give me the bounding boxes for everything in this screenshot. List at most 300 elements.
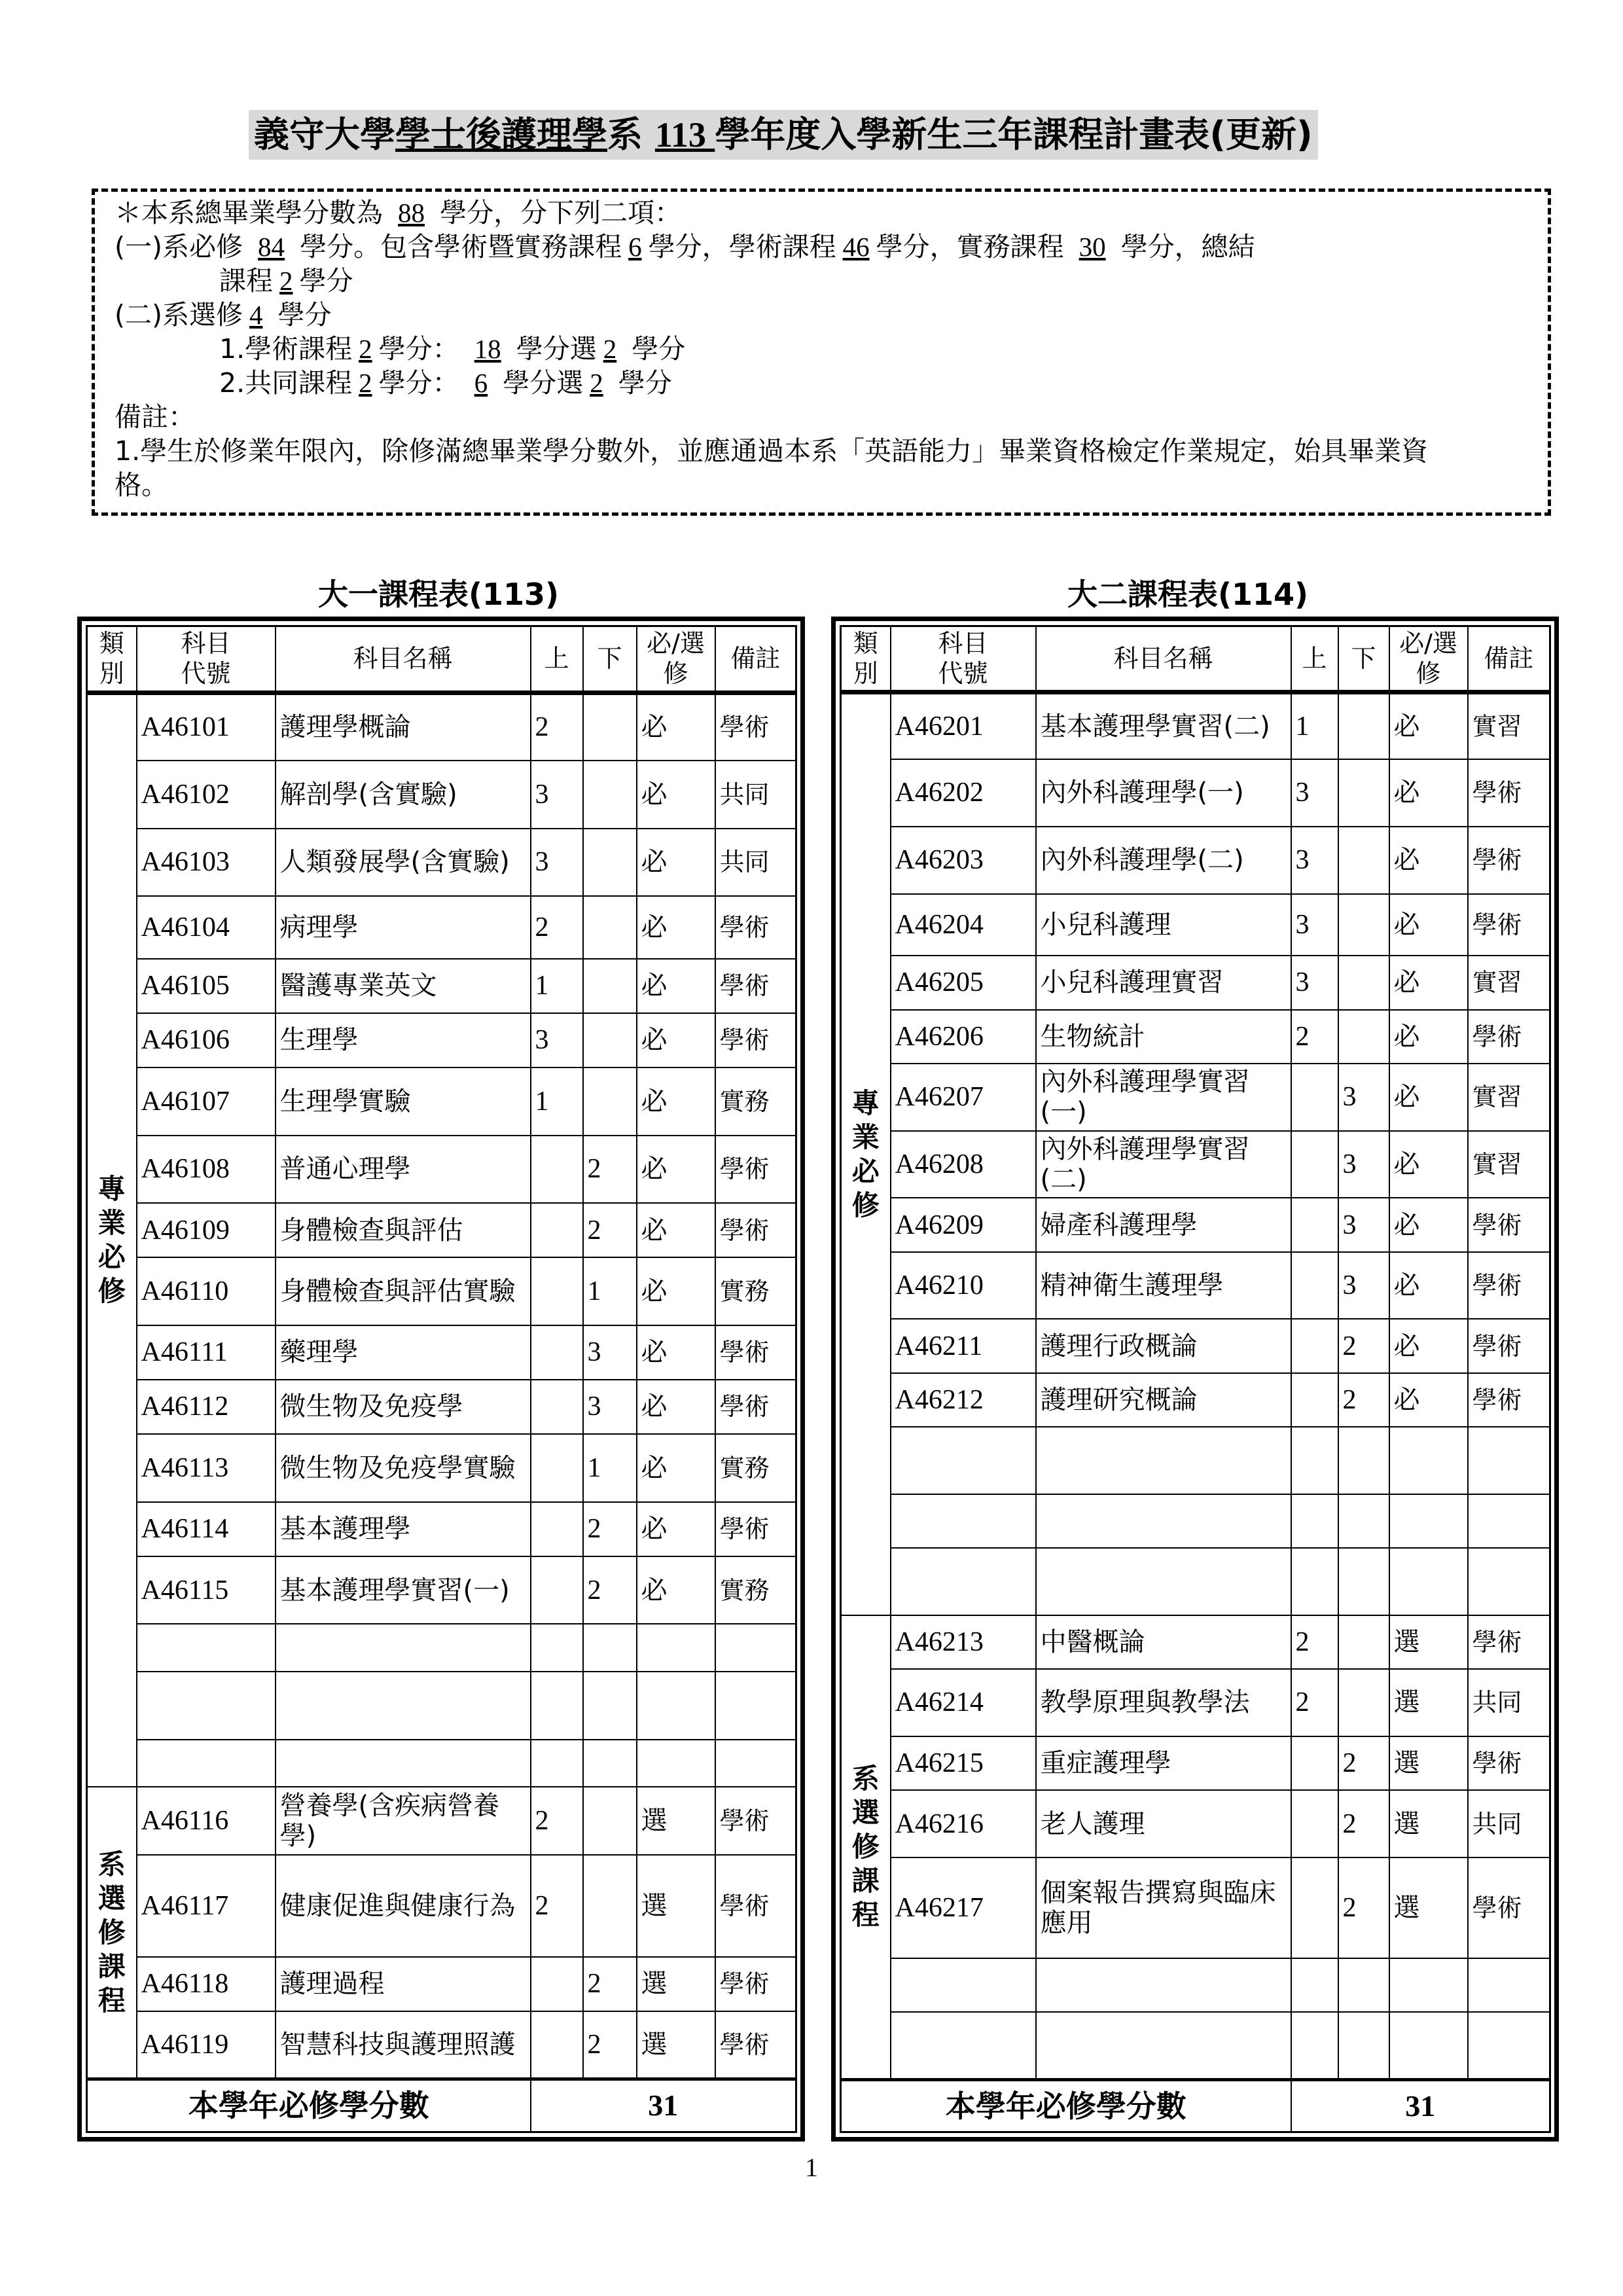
empty-cell <box>1291 1958 1338 2012</box>
required-elective: 選 <box>637 1787 715 1855</box>
title-school: 義守大學 <box>254 114 395 155</box>
course-name: 生物統計 <box>1036 1010 1291 1064</box>
table-row <box>87 1257 796 1325</box>
empty-cell <box>583 1624 637 1672</box>
course-name: 生理學實驗 <box>276 1067 531 1136</box>
credits-second-semester: 2 <box>1338 1736 1389 1790</box>
empty-cell <box>1468 1548 1550 1615</box>
credits-second-semester: 2 <box>583 1957 637 2011</box>
course-remark: 學術 <box>715 1380 796 1434</box>
table-row <box>87 1502 796 1556</box>
course-code: A46215 <box>891 1736 1036 1790</box>
course-code: A46119 <box>137 2011 276 2079</box>
header-code: 科目 代號 <box>137 626 276 693</box>
table-row <box>841 2012 1550 2079</box>
course-code: A46104 <box>137 896 276 958</box>
credits-second-semester: 2 <box>583 1203 637 1257</box>
credits-first-semester: 1 <box>531 959 583 1013</box>
course-code: A46103 <box>137 829 276 897</box>
credits-first-semester: 3 <box>1291 827 1338 894</box>
empty-cell <box>531 1624 583 1672</box>
total-row <box>87 2079 796 2132</box>
required-elective: 必 <box>1389 956 1468 1009</box>
table-row <box>841 894 1550 956</box>
empty-cell <box>637 1740 715 1787</box>
credits-first-semester: 2 <box>531 692 583 761</box>
course-code: A46216 <box>891 1790 1036 1857</box>
course-remark: 學術 <box>715 959 796 1013</box>
credits-second-semester: 3 <box>583 1380 637 1434</box>
course-name: 基本護理學 <box>276 1502 531 1556</box>
table-row <box>87 1740 796 1787</box>
table-row <box>87 959 796 1013</box>
credits-first-semester: 2 <box>1291 1669 1338 1736</box>
notice-remark-1-cont: 格。 <box>115 469 168 501</box>
credits-first-semester <box>531 1502 583 1556</box>
required-elective: 必 <box>637 1013 715 1067</box>
course-remark: 學術 <box>1468 1615 1550 1669</box>
header-up: 上 <box>1291 626 1338 692</box>
credits-second-semester <box>583 761 637 829</box>
credits-second-semester: 3 <box>1338 1064 1389 1131</box>
total-value: 31 <box>1291 2079 1550 2132</box>
required-elective: 必 <box>1389 1252 1468 1319</box>
header-req: 必/選 修 <box>637 626 715 693</box>
table-row <box>87 1203 796 1257</box>
credits-second-semester: 2 <box>1338 1319 1389 1372</box>
table-header-row <box>87 626 796 693</box>
header-up: 上 <box>531 626 583 693</box>
empty-cell <box>1291 2012 1338 2079</box>
course-code: A46112 <box>137 1380 276 1434</box>
category-elective: 系 選 修 課 程 <box>841 1615 891 2079</box>
course-remark: 學術 <box>715 2011 796 2079</box>
credits-second-semester: 2 <box>583 2011 637 2079</box>
empty-cell <box>1389 1548 1468 1615</box>
empty-cell <box>137 1740 276 1787</box>
course-remark: 實務 <box>715 1556 796 1624</box>
course-name: 精神衛生護理學 <box>1036 1252 1291 1319</box>
total-value: 31 <box>531 2079 796 2132</box>
credits-second-semester: 3 <box>1338 1252 1389 1319</box>
empty-cell <box>715 1740 796 1787</box>
notice-line-3: 課程 2 學分 <box>219 265 353 296</box>
credits-second-semester: 1 <box>583 1257 637 1325</box>
credits-first-semester <box>531 1325 583 1380</box>
credits-first-semester: 3 <box>531 1013 583 1067</box>
course-code: A46205 <box>891 956 1036 1009</box>
year2-table <box>840 625 1551 2133</box>
course-remark: 學術 <box>715 1787 796 1855</box>
credits-first-semester <box>1291 1198 1338 1251</box>
table-row <box>87 896 796 958</box>
table-row <box>87 1624 796 1672</box>
year2-caption: 大二課程表(114) <box>1067 577 1309 612</box>
course-code: A46105 <box>137 959 276 1013</box>
empty-cell <box>137 1624 276 1672</box>
course-remark: 學術 <box>715 1957 796 2011</box>
notice-remark-1: 1.學生於修業年限內，除修滿總畢業學分數外，並應通過本系「英語能力」畢業資格檢定作業規定，始具畢業資 <box>115 435 1429 467</box>
table-row <box>87 1957 796 2011</box>
table-row <box>87 829 796 897</box>
course-code: A46108 <box>137 1136 276 1204</box>
empty-cell <box>583 1740 637 1787</box>
category-required: 專 業 必 修 <box>841 692 891 1615</box>
table-row <box>841 759 1550 827</box>
required-elective: 選 <box>637 1855 715 1957</box>
year1-table <box>86 625 797 2133</box>
course-remark: 實習 <box>1468 692 1550 759</box>
credits-first-semester <box>1291 1252 1338 1319</box>
empty-cell <box>1468 1958 1550 2012</box>
table-row <box>841 827 1550 894</box>
empty-cell <box>891 2012 1036 2079</box>
course-code: A46201 <box>891 692 1036 759</box>
course-name: 老人護理 <box>1036 1790 1291 1857</box>
table-row <box>87 1787 796 1855</box>
course-remark: 學術 <box>1468 759 1550 827</box>
course-name: 小兒科護理實習 <box>1036 956 1291 1009</box>
course-code: A46102 <box>137 761 276 829</box>
course-code: A46116 <box>137 1787 276 1855</box>
table-row <box>841 1131 1550 1198</box>
table-row <box>87 1380 796 1434</box>
header-cat: 類 別 <box>841 626 891 692</box>
credits-first-semester: 1 <box>531 1067 583 1136</box>
notice-line-1: ＊本系總畢業學分數為 88 學分，分下列二項： <box>115 197 682 228</box>
credits-second-semester: 2 <box>583 1502 637 1556</box>
credits-second-semester <box>583 829 637 897</box>
table-row <box>87 692 796 761</box>
category-required: 專 業 必 修 <box>87 692 137 1787</box>
table-row <box>841 1198 1550 1251</box>
empty-cell <box>276 1672 531 1740</box>
course-remark: 學術 <box>1468 1373 1550 1427</box>
empty-cell <box>1338 2012 1389 2079</box>
required-elective: 必 <box>637 959 715 1013</box>
empty-cell <box>715 1624 796 1672</box>
empty-cell <box>1036 2012 1291 2079</box>
course-remark: 實務 <box>715 1434 796 1502</box>
course-remark: 學術 <box>1468 1252 1550 1319</box>
required-elective: 選 <box>1389 1669 1468 1736</box>
course-remark: 學術 <box>1468 1198 1550 1251</box>
course-code: A46203 <box>891 827 1036 894</box>
total-credits-value: 88 <box>398 198 425 228</box>
required-elective: 必 <box>1389 692 1468 759</box>
required-elective: 選 <box>1389 1615 1468 1669</box>
course-name: 普通心理學 <box>276 1136 531 1204</box>
credits-first-semester <box>531 1380 583 1434</box>
credits-first-semester: 3 <box>1291 759 1338 827</box>
credits-first-semester: 1 <box>1291 692 1338 759</box>
empty-cell <box>1468 2012 1550 2079</box>
credits-second-semester <box>1338 759 1389 827</box>
empty-cell <box>637 1624 715 1672</box>
table-row <box>841 1319 1550 1372</box>
course-code: A46214 <box>891 1669 1036 1736</box>
title-rest: 學年度入學新生三年課程計畫表(更新) <box>715 114 1313 155</box>
required-elective: 必 <box>1389 827 1468 894</box>
course-code: A46212 <box>891 1373 1036 1427</box>
empty-cell <box>1036 1494 1291 1548</box>
credits-first-semester <box>1291 1131 1338 1198</box>
required-elective: 必 <box>637 1325 715 1380</box>
year1-table-frame <box>77 617 805 2142</box>
header-cat: 類 別 <box>87 626 137 693</box>
credits-first-semester: 2 <box>531 1787 583 1855</box>
credits-second-semester: 3 <box>1338 1131 1389 1198</box>
empty-cell <box>583 1672 637 1740</box>
table-row <box>841 1373 1550 1427</box>
course-remark: 學術 <box>1468 1857 1550 1958</box>
required-elective: 選 <box>637 2011 715 2079</box>
required-elective: 必 <box>1389 1010 1468 1064</box>
table-row <box>87 2011 796 2079</box>
credits-second-semester <box>1338 1010 1389 1064</box>
table-row <box>87 1855 796 1957</box>
table-row <box>841 956 1550 1009</box>
category-elective: 系 選 修 課 程 <box>87 1787 137 2079</box>
course-name: 生理學 <box>276 1013 531 1067</box>
table-row <box>841 1427 1550 1494</box>
required-elective: 選 <box>1389 1736 1468 1790</box>
year2-table-frame <box>831 617 1559 2142</box>
required-elective: 選 <box>1389 1857 1468 1958</box>
course-remark: 學術 <box>1468 827 1550 894</box>
course-name: 身體檢查與評估 <box>276 1203 531 1257</box>
required-elective: 必 <box>1389 894 1468 956</box>
table-row <box>841 1010 1550 1064</box>
course-code: A46110 <box>137 1257 276 1325</box>
course-name: 身體檢查與評估實驗 <box>276 1257 531 1325</box>
required-elective: 必 <box>637 1434 715 1502</box>
empty-cell <box>891 1494 1036 1548</box>
credits-first-semester <box>1291 1064 1338 1131</box>
course-code: A46109 <box>137 1203 276 1257</box>
course-remark: 實務 <box>715 1067 796 1136</box>
course-code: A46114 <box>137 1502 276 1556</box>
course-name: 藥理學 <box>276 1325 531 1380</box>
required-elective: 必 <box>1389 1319 1468 1372</box>
credits-second-semester <box>583 1067 637 1136</box>
course-name: 微生物及免疫學實驗 <box>276 1434 531 1502</box>
empty-cell <box>1036 1427 1291 1494</box>
credits-first-semester <box>1291 1319 1338 1372</box>
table-row <box>841 1494 1550 1548</box>
table-row <box>841 1736 1550 1790</box>
table-row <box>841 1615 1550 1669</box>
table-row <box>87 761 796 829</box>
table-row <box>841 1857 1550 1958</box>
table-row <box>87 1672 796 1740</box>
credits-first-semester <box>531 1556 583 1624</box>
credits-first-semester <box>531 1957 583 2011</box>
table-row <box>841 1790 1550 1857</box>
course-name: 小兒科護理 <box>1036 894 1291 956</box>
credits-first-semester: 3 <box>1291 956 1338 1009</box>
credits-second-semester: 2 <box>1338 1373 1389 1427</box>
course-remark: 學術 <box>715 1136 796 1204</box>
course-remark: 學術 <box>715 1502 796 1556</box>
credits-first-semester <box>531 1203 583 1257</box>
table-row <box>841 1252 1550 1319</box>
total-label: 本學年必修學分數 <box>87 2079 531 2132</box>
required-elective: 必 <box>637 1257 715 1325</box>
course-code: A46217 <box>891 1857 1036 1958</box>
page-number: 1 <box>805 2153 818 2182</box>
credits-first-semester <box>531 2011 583 2079</box>
year1-caption: 大一課程表(113) <box>317 577 560 612</box>
credits-first-semester: 3 <box>1291 894 1338 956</box>
course-remark: 學術 <box>1468 1736 1550 1790</box>
course-name: 基本護理學實習(一) <box>276 1556 531 1624</box>
required-elective: 必 <box>637 761 715 829</box>
empty-cell <box>1291 1494 1338 1548</box>
empty-cell <box>891 1958 1036 2012</box>
course-code: A46117 <box>137 1855 276 1957</box>
credits-first-semester <box>1291 1857 1338 1958</box>
total-row <box>841 2079 1550 2132</box>
notice-line-2: (一)系必修 84 學分。包含學術暨實務課程 6 學分，學術課程 46 學分，實務課程 30 學分，總結 <box>115 231 1255 262</box>
required-elective: 必 <box>637 1203 715 1257</box>
credits-second-semester: 2 <box>583 1136 637 1204</box>
empty-cell <box>1389 1494 1468 1548</box>
course-remark: 共同 <box>1468 1790 1550 1857</box>
empty-cell <box>1389 1958 1468 2012</box>
course-remark: 學術 <box>715 1855 796 1957</box>
course-remark: 實務 <box>715 1257 796 1325</box>
course-code: A46113 <box>137 1434 276 1502</box>
credits-first-semester <box>531 1434 583 1502</box>
header-rem: 備註 <box>715 626 796 693</box>
empty-cell <box>531 1672 583 1740</box>
course-name: 健康促進與健康行為 <box>276 1855 531 1957</box>
required-elective: 必 <box>637 1556 715 1624</box>
course-name: 內外科護理學實習(一) <box>1036 1064 1291 1131</box>
total-label: 本學年必修學分數 <box>841 2079 1291 2132</box>
credits-second-semester <box>1338 1669 1389 1736</box>
course-code: A46111 <box>137 1325 276 1380</box>
credits-first-semester: 2 <box>1291 1010 1338 1064</box>
required-elective: 必 <box>637 829 715 897</box>
course-remark: 學術 <box>1468 1010 1550 1064</box>
title-dept-suffix: 系 <box>607 114 655 155</box>
course-remark: 共同 <box>715 829 796 897</box>
empty-cell <box>1036 1548 1291 1615</box>
required-elective: 必 <box>1389 1131 1468 1198</box>
table-row <box>841 1064 1550 1131</box>
header-rem: 備註 <box>1468 626 1550 692</box>
course-code: A46115 <box>137 1556 276 1624</box>
course-remark: 學術 <box>715 692 796 761</box>
credits-second-semester <box>1338 956 1389 1009</box>
required-elective: 必 <box>637 1502 715 1556</box>
empty-cell <box>531 1740 583 1787</box>
header-name: 科目名稱 <box>1036 626 1291 692</box>
credits-first-semester <box>531 1136 583 1204</box>
course-name: 內外科護理學(一) <box>1036 759 1291 827</box>
course-code: A46213 <box>891 1615 1036 1669</box>
course-remark: 共同 <box>715 761 796 829</box>
empty-cell <box>276 1624 531 1672</box>
title-year: 113 <box>654 115 715 154</box>
notice-remark-label: 備註： <box>115 401 195 433</box>
course-name: 內外科護理學(二) <box>1036 827 1291 894</box>
table-row <box>841 1548 1550 1615</box>
empty-cell <box>637 1672 715 1740</box>
credits-second-semester <box>583 1013 637 1067</box>
course-code: A46210 <box>891 1252 1036 1319</box>
credits-second-semester <box>1338 1615 1389 1669</box>
credits-second-semester: 3 <box>1338 1198 1389 1251</box>
course-remark: 共同 <box>1468 1669 1550 1736</box>
course-remark: 學術 <box>715 1013 796 1067</box>
empty-cell <box>1291 1548 1338 1615</box>
course-name: 內外科護理學實習(二) <box>1036 1131 1291 1198</box>
credits-second-semester: 2 <box>1338 1857 1389 1958</box>
table-row <box>87 1556 796 1624</box>
course-code: A46202 <box>891 759 1036 827</box>
required-elective: 必 <box>637 1136 715 1204</box>
empty-cell <box>1468 1494 1550 1548</box>
course-remark: 學術 <box>715 1203 796 1257</box>
credits-first-semester: 3 <box>531 829 583 897</box>
credits-second-semester <box>583 959 637 1013</box>
course-remark: 實習 <box>1468 1131 1550 1198</box>
required-elective: 必 <box>637 692 715 761</box>
course-remark: 學術 <box>1468 1319 1550 1372</box>
course-code: A46107 <box>137 1067 276 1136</box>
course-name: 智慧科技與護理照護 <box>276 2011 531 2079</box>
required-elective: 必 <box>1389 1198 1468 1251</box>
header-req: 必/選 修 <box>1389 626 1468 692</box>
empty-cell <box>1338 1427 1389 1494</box>
table-row <box>87 1067 796 1136</box>
course-name: 醫護專業英文 <box>276 959 531 1013</box>
course-name: 教學原理與教學法 <box>1036 1669 1291 1736</box>
empty-cell <box>891 1427 1036 1494</box>
credits-second-semester: 1 <box>583 1434 637 1502</box>
table-row <box>87 1325 796 1380</box>
credits-second-semester <box>583 1787 637 1855</box>
table-row <box>841 692 1550 759</box>
table-row <box>87 1434 796 1502</box>
course-code: A46206 <box>891 1010 1036 1064</box>
empty-cell <box>1338 1548 1389 1615</box>
title-dept: 學士後護理學 <box>395 114 607 155</box>
empty-cell <box>1291 1427 1338 1494</box>
required-elective: 必 <box>1389 1064 1468 1131</box>
empty-cell <box>276 1740 531 1787</box>
empty-cell <box>1036 1958 1291 2012</box>
credits-second-semester <box>583 1855 637 1957</box>
course-name: 護理學概論 <box>276 692 531 761</box>
course-name: 護理過程 <box>276 1957 531 2011</box>
notice-line-5: 1.學術課程 2 學分： 18 學分選 2 學分 <box>219 333 686 365</box>
table-row <box>841 1669 1550 1736</box>
required-elective: 選 <box>1389 1790 1468 1857</box>
table-row <box>87 1136 796 1204</box>
table-header-row <box>841 626 1550 692</box>
course-code: A46208 <box>891 1131 1036 1198</box>
required-elective: 必 <box>637 1380 715 1434</box>
credits-first-semester <box>1291 1736 1338 1790</box>
course-name: 個案報告撰寫與臨床應用 <box>1036 1857 1291 1958</box>
notice-line-6: 2.共同課程 2 學分： 6 學分選 2 學分 <box>219 367 672 399</box>
header-code: 科目 代號 <box>891 626 1036 692</box>
credits-second-semester <box>1338 894 1389 956</box>
